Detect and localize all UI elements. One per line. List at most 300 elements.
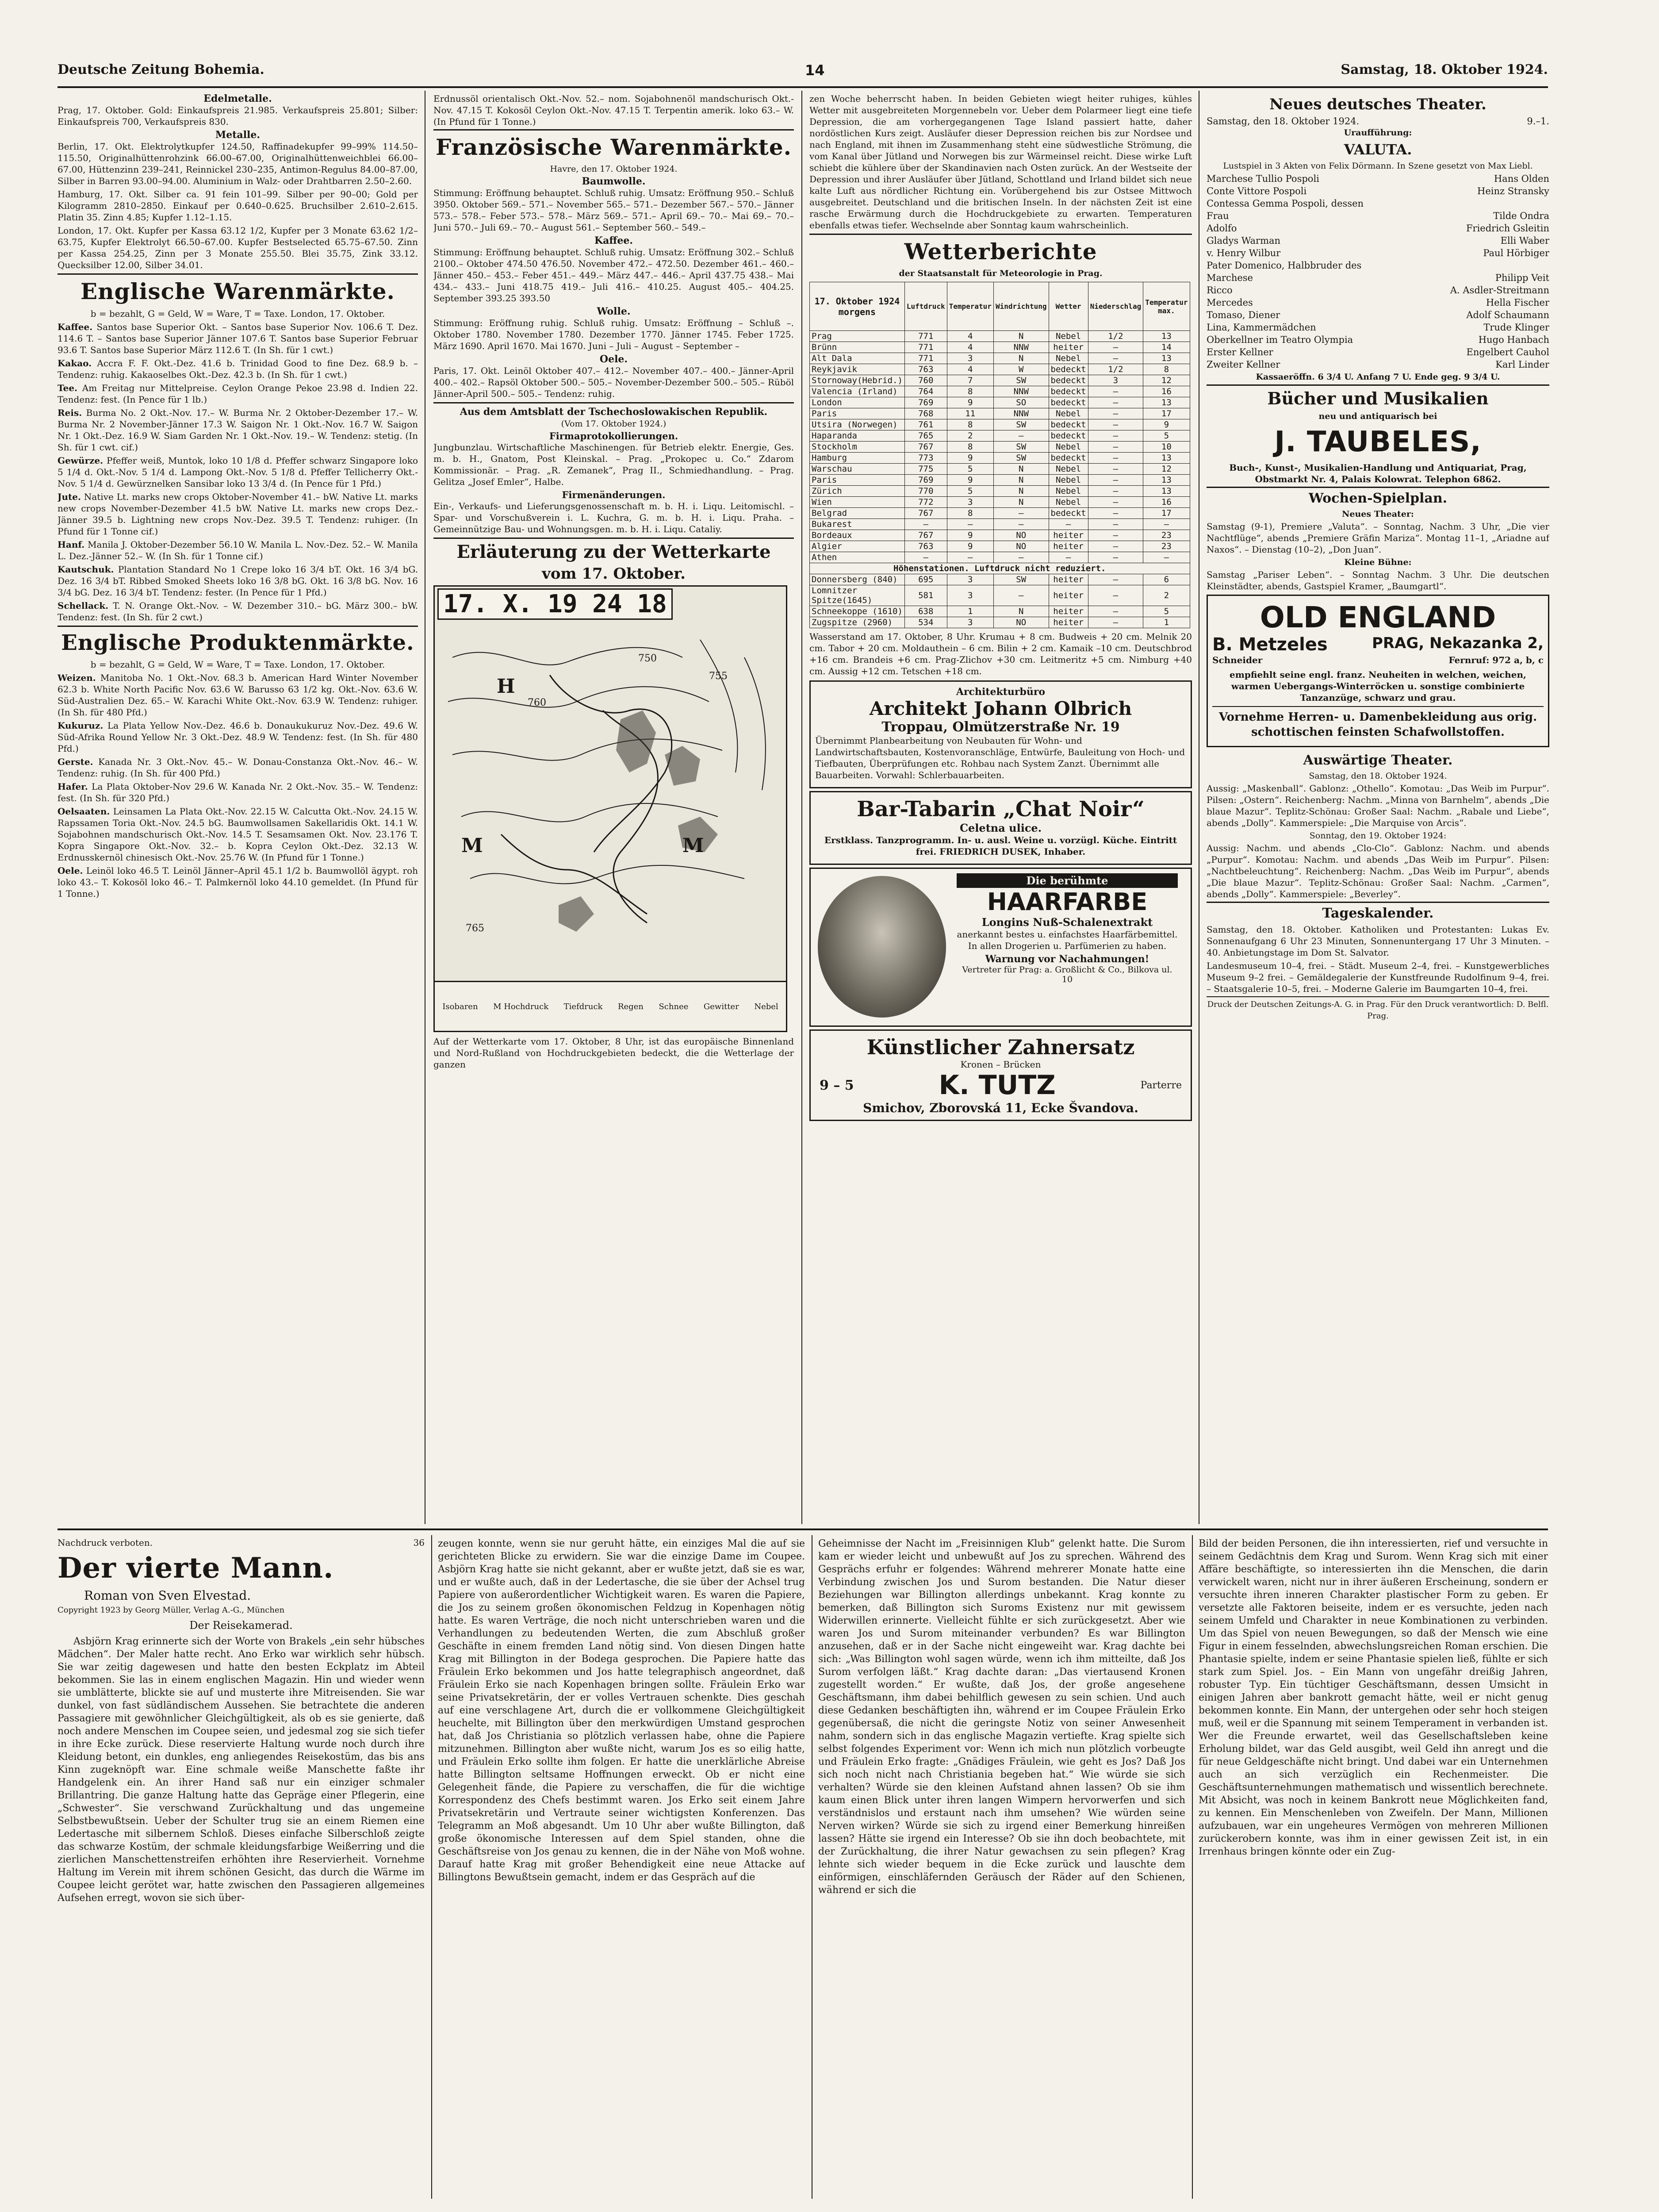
ad-zahnersatz-title: Künstlicher Zahnersatz — [866, 1035, 1135, 1059]
cast-role: Marchese — [1207, 273, 1253, 283]
weather-value: – — [1088, 541, 1143, 552]
cast-actor: Hans Olden — [1494, 173, 1549, 184]
weather-value: 771 — [904, 331, 947, 342]
page-header — [57, 62, 1548, 84]
section-title-englische-warenmaerkte: Englische Warenmärkte. — [80, 278, 395, 304]
weather-table-row — [810, 486, 1190, 497]
weather-table-row — [810, 442, 1190, 453]
play-description: Lustspiel in 3 Akten von Felix Dörmann. In Szene gesetzt von Max Liebl. — [1223, 161, 1533, 171]
market-item — [57, 720, 418, 754]
weather-station: Schneekoppe (1610) — [810, 606, 905, 617]
kleine-buehne-title: Kleine Bühne: — [1344, 557, 1412, 567]
weather-value: 3 — [947, 353, 993, 364]
weather-value: 7 — [947, 375, 993, 386]
weather-value: 1 — [947, 606, 993, 617]
weather-value: 770 — [904, 486, 947, 497]
weather-value: bedeckt — [1049, 375, 1088, 386]
weather-value: – — [1088, 486, 1143, 497]
market-item-head: Hafer. — [57, 781, 88, 792]
weather-station: London — [810, 397, 905, 408]
market-item-head: Hanf. — [57, 539, 85, 550]
legend-tiefdruck: Tiefdruck — [563, 1002, 603, 1011]
section-title-kaffee: Kaffee. — [594, 235, 633, 246]
weather-value: 23 — [1143, 541, 1190, 552]
market-item — [57, 672, 418, 718]
weather-value: – — [1088, 342, 1143, 353]
cast-row — [1207, 272, 1549, 284]
spielplan-text: Samstag (9-1), Premiere „Valuta“. – Sonntag, Nachm. 3 Uhr, „Die vier Nachtflüge“, abends „Premiere Gräfin Mariza“. Montag 11–1, „Ariadne auf Naxos“. – Dienstag (10–2), „Don Juan“. — [1207, 521, 1549, 555]
feuilleton-column-2 — [438, 1537, 805, 2201]
weather-table-col-header: Niederschlag — [1088, 282, 1143, 331]
weather-value: 8 — [947, 508, 993, 519]
section-title-edelmetalle: Edelmetalle. — [203, 93, 272, 104]
weather-value: NO — [993, 617, 1049, 628]
weather-value: 9 — [947, 397, 993, 408]
weather-value: NNW — [993, 386, 1049, 397]
weather-value: 5 — [947, 486, 993, 497]
ad-haarfarbe-sub: Longins Nuß-Schalenextrakt — [981, 916, 1153, 929]
market-item-text: La Plata Oktober-Nov 29.6 W. Kanada Nr. 2 Okt.-Nov. 35.– W. Tendenz: fest. (In Sh. für 320 Pfd.) — [57, 781, 418, 803]
weather-value: SO — [993, 397, 1049, 408]
market-item-text: Accra F. F. Okt.-Dez. 41.6 b. Trinidad Good to fine Dez. 68.9 b. – Tendenz: ruhig. Kakaoselbes Okt.-Dez. 42.3 b. (In Sh. für 1 cwt.) — [57, 358, 418, 380]
auswaertige-text1: Aussig: „Maskenball“. Gablonz: „Othello“. Komotau: „Das Weib im Purpur“. Pilsen: „Ostern“. Reichenberg: Nachm. „Minna von Barnhelm“, abends „Die blaue Mazur“. Teplitz-Schönau: Großer Saal: Nachm. „Rabale und Liebe“, abends „Dolly“. Kammerspiele: „Die Marquise von Arcis“. — [1207, 783, 1549, 828]
weather-value: Nebel — [1049, 442, 1088, 453]
weather-station: Bukarest — [810, 519, 905, 530]
cast-row — [1207, 358, 1549, 371]
ad-zahnersatz-sub: Kronen – Brücken — [960, 1059, 1041, 1070]
weather-value: 6 — [1143, 574, 1190, 585]
weather-value: 1/2 — [1088, 331, 1143, 342]
column-rule — [1192, 1535, 1193, 2199]
market-item-text: Leinöl loko 46.5 T. Leinöl Jänner–April 45.1 1/2 b. Baumwollöl ägypt. roh loko 43.– T. Kokosöl loko 46.– T. Palmkernöl loko 44.10 gemeldet. (In Pfund für 1 Tonne.) — [57, 865, 418, 899]
market-item-text: Manila J. Oktober-Dezember 56.10 W. Manila L. Nov.-Dez. 52.– W. Manila L. Dez.-Jänner 52.– W. (In Sh. für 1 Tonne cif.) — [57, 539, 418, 561]
weather-station: Stornoway(Hebrid.) — [810, 375, 905, 386]
oele-continued-text: Erdnussöl orientalisch Okt.-Nov. 52.– nom. Sojabohnenöl mandschurisch Okt.-Nov. 47.15 T. Kokosöl Ceylon Okt.-Nov. 47.15 T. Terpentin amerik. loko 63.– W. (In Pfund für 1 Tonne.) — [433, 93, 794, 127]
weather-value: bedeckt — [1049, 397, 1088, 408]
weather-table-row — [810, 617, 1190, 628]
market-item-head: Jute. — [57, 492, 81, 502]
market-item-head: Kukuruz. — [57, 720, 103, 731]
weather-value: 8 — [1143, 364, 1190, 375]
weather-value: Nebel — [1049, 331, 1088, 342]
market-item-head: Oele. — [57, 865, 83, 876]
ad-old-england-tel: Fernruf: 972 a, b, c — [1448, 655, 1544, 665]
weather-value: 10 — [1143, 442, 1190, 453]
weather-station: Algier — [810, 541, 905, 552]
market-item-head: Tee. — [57, 383, 77, 393]
cast-row — [1207, 185, 1549, 197]
weather-table-row — [810, 497, 1190, 508]
weather-table-col-header: Windrichtung — [993, 282, 1049, 331]
cast-row — [1207, 284, 1549, 296]
auswaertige-date1: Samstag, den 18. Oktober 1924. — [1309, 771, 1447, 781]
map-isobar-750: 750 — [638, 653, 657, 664]
weather-table-row — [810, 353, 1190, 364]
weather-value: 773 — [904, 453, 947, 464]
column-rule — [431, 1535, 432, 2199]
weather-value: – — [1143, 552, 1190, 563]
weather-value: heiter — [1049, 617, 1088, 628]
weather-value: Nebel — [1049, 497, 1088, 508]
weather-value: – — [1088, 475, 1143, 486]
weather-station: Bordeaux — [810, 530, 905, 541]
tageskalender-text2: Landesmuseum 10–4, frei. – Städt. Museum 2–4, frei. – Kunstgewerbliches Museum 9–2 frei. – Gemäldegalerie der Kunstfreunde Rudolfinum 9–4, frei. – Staatsgalerie 10–5, frei. – Moderne Galerie im Baumgarten 10–4, frei. — [1207, 960, 1549, 994]
weather-table-row — [810, 464, 1190, 475]
feuilleton-title: Der vierte Mann. — [57, 1551, 334, 1585]
map-isobar-755: 755 — [709, 671, 728, 682]
weather-station: Athen — [810, 552, 905, 563]
ad-old-england-name: B. Metzeles — [1212, 634, 1328, 655]
cast-role: Pater Domenico, Halbbruder des — [1207, 260, 1362, 271]
weather-value: – — [1049, 519, 1088, 530]
weather-value: – — [993, 552, 1049, 563]
market-item — [57, 756, 418, 779]
ad-haarfarbe-top: Die berühmte — [957, 873, 1178, 888]
weather-value: 13 — [1143, 475, 1190, 486]
weather-value: N — [993, 497, 1049, 508]
weather-value: NO — [993, 541, 1049, 552]
tageskalender-text: Samstag, den 18. Oktober. Katholiken und Protestanten: Lukas Ev. Sonnenaufgang 6 Uhr 23 Minuten, Sonnenuntergang 17 Uhr 3 Minuten. – 40. Anbietungstage im Dom St. Salvator. — [1207, 924, 1549, 958]
market-item — [57, 382, 418, 405]
weather-table-row — [810, 552, 1190, 563]
market-item-head: Gerste. — [57, 757, 93, 767]
weather-value: SW — [993, 574, 1049, 585]
cast-row — [1207, 259, 1549, 272]
auswaertige-date2: Sonntag, den 19. Oktober 1924: — [1309, 831, 1447, 841]
theater-time: 9.–1. — [1527, 116, 1549, 127]
weather-value: – — [1049, 552, 1088, 563]
firmen2-text: Ein-, Verkaufs- und Lieferungsgenossenschaft m. b. H. i. Liqu. Leitomischl. – Spar- und Vorschußverein i. L. Kuchra, G. m. b. H. i. Liqu. Praha. – Gemeinnützige Bau- und Wohnungsgen. m. b. H. i. Liqu. Cataliy. — [433, 501, 794, 534]
market-column-2 — [433, 93, 794, 1526]
map-legend — [435, 981, 786, 1031]
cast-actor: Paul Hörbiger — [1483, 248, 1549, 258]
weather-value: 772 — [904, 497, 947, 508]
feuilleton-column-1 — [57, 1537, 425, 2201]
cast-row — [1207, 321, 1549, 334]
weather-table-row — [810, 585, 1190, 606]
weather-station: Alt Dala — [810, 353, 905, 364]
weather-value: 13 — [1143, 397, 1190, 408]
weather-station: Brünn — [810, 342, 905, 353]
weather-value: heiter — [1049, 574, 1088, 585]
weather-value: – — [1088, 419, 1143, 430]
weather-value: N — [993, 353, 1049, 364]
weather-value: – — [1088, 606, 1143, 617]
weather-value: 3 — [1088, 375, 1143, 386]
weather-value: 695 — [904, 574, 947, 585]
theater-uraufführung: Uraufführung: — [1344, 128, 1412, 138]
weather-value: 768 — [904, 408, 947, 419]
cast-role: Lina, Kammermädchen — [1207, 322, 1316, 333]
weather-value: 9 — [947, 453, 993, 464]
ad-old-england — [1207, 595, 1549, 747]
feuilleton-paragraph: Asbjörn Krag erinnerte sich der Worte von Brakels „ein sehr hübsches Mädchen“. Der Maler hatte recht. Ano Erko war wirklich sehr hübsch. Sie war zeitig dagewesen und hatte den besten Eckplatz im Abteil bekommen. Sie las in einem englischen Magazin. Hin und wieder wenn sie umblätterte, blickte sie auf und musterte ihre Mitreisenden. Sie war dunkel, von fast südländischem Aussehen. Sie betrachtete die anderen Passagiere mit gewöhnlicher Gleichgültigkeit, als ob es sie genierte, daß noch andere Menschen im Coupee seien, und jedesmal zog sie sich tiefer in ihre Ecke zurück. Diese reservierte Haltung wurde noch durch ihre Kleidung betont, ein dunkles, eng anliegendes Reisekostüm, das bis ans Kinn zugeknöpft war. Eine schmale weiße Manschette faßte ihr Handgelenk ein. An ihrer Hand saß nur ein einziger schmaler Brillantring. Die ganze Haltung hatte das Gepräge einer Pflegerin, eine „Schwester“. Sie verschwand Zurückhaltung und das ungemeine Selbstbewußtsein. Ueber der Schulter trug sie an einem Riemen eine Ledertasche mit silbernem Schloß. Dieses einfache Silberschloß zeigte das schwarze Kostüm, der schmale kleidungsfarbige Weißerring und die zierlichen Manschettenstreifen erhöhten ihre Reservierheit. Vornehme Haltung im Verein mit ihrem schönen Gesicht, das durch die Wärme im Coupee leicht gerötet war, hatte zwischen den Passagieren allgemeines Aufsehen erregt, wovon sie sich über- — [57, 1636, 425, 1904]
warenmaerkte-legend: b = bezahlt, G = Geld, W = Ware, T = Taxe. London, 17. Oktober. — [90, 308, 385, 319]
weather-value: – — [993, 519, 1049, 530]
cast-row — [1207, 309, 1549, 321]
cast-actor: Hugo Hanbach — [1478, 334, 1549, 345]
druck-imprint: Druck der Deutschen Zeitungs-A. G. in Prag. Für den Druck verantwortlich: D. Belfl. Prag. — [1207, 1000, 1549, 1021]
weather-value: – — [1088, 519, 1143, 530]
market-item — [57, 781, 418, 804]
amtsblatt-date: (Vom 17. Oktober 1924.) — [561, 419, 667, 429]
legend-regen: Regen — [617, 1002, 644, 1011]
market-item — [57, 539, 418, 562]
theater-footer: Kassaeröffn. 6 3/4 U. Anfang 7 U. Ende geg. 9 3/4 U. — [1256, 372, 1500, 382]
weather-value: bedeckt — [1049, 453, 1088, 464]
edelmetalle-text: Prag, 17. Oktober. Gold: Einkaufspreis 21.985. Verkaufspreis 25.801; Silber: Einkaufspreis 700, Verkaufspreis 830. — [57, 105, 418, 127]
wetterkarte-caption: Auf der Wetterkarte vom 17. Oktober, 8 Uhr, ist das europäische Binnenland und Nord-Rußland von Hochdruckgebieten bedeckt, die die Wetterlage der ganzen — [433, 1036, 794, 1070]
weather-value: bedeckt — [1049, 364, 1088, 375]
weather-value: – — [1088, 617, 1143, 628]
weather-table-date: 17. Oktober 1924 — [814, 296, 900, 307]
weather-value: – — [1088, 442, 1143, 453]
weather-value: – — [993, 430, 1049, 442]
weather-value: 8 — [947, 386, 993, 397]
weather-value: 769 — [904, 475, 947, 486]
map-label-high: H — [497, 675, 515, 698]
cast-actor: Tilde Ondra — [1493, 211, 1549, 221]
weather-value: – — [1088, 397, 1143, 408]
weather-value: 3 — [947, 497, 993, 508]
header-newspaper-name: Deutsche Zeitung Bohemia. — [57, 62, 264, 77]
cast-actor: Engelbert Cauhol — [1466, 347, 1549, 357]
weather-value: 5 — [1143, 606, 1190, 617]
warenmaerkte-list — [57, 321, 418, 623]
market-item — [57, 407, 418, 453]
ad-zahnersatz — [809, 1029, 1192, 1121]
weather-value: 3 — [947, 585, 993, 606]
weather-table-morgens: morgens — [838, 306, 876, 317]
weather-value: 764 — [904, 386, 947, 397]
weather-value: 760 — [904, 375, 947, 386]
spielplan-title: Wochen-Spielplan. — [1308, 491, 1448, 506]
weather-value: 13 — [1143, 353, 1190, 364]
wetterberichte-title: Wetterberichte — [904, 238, 1097, 265]
weather-table-row — [810, 606, 1190, 617]
market-item — [57, 600, 418, 623]
section-title-metalle: Metalle. — [215, 129, 261, 141]
weather-value: SW — [993, 375, 1049, 386]
weather-station: Hamburg — [810, 453, 905, 464]
weather-station: Belgrad — [810, 508, 905, 519]
weather-value: Nebel — [1049, 353, 1088, 364]
cast-actor: Hella Fischer — [1486, 297, 1549, 308]
weather-value: 4 — [947, 331, 993, 342]
taubeles-text: Buch-, Kunst-, Musikalien-Handlung und Antiquariat, Prag, Obstmarkt Nr. 4, Palais Kolowrat. Telephon 6862. — [1229, 462, 1527, 484]
metalle-london-text: London, 17. Okt. Kupfer per Kassa 63.12 1/2, Kupfer per 3 Monate 63.62 1/2–63.75, Kupfer Elektrolyt 66.50–67.00. Kupfer Bestselected 65.75–67.50. Zinn per Kassa 254.25, Zinn per 3 Monate 255.50. Blei 35.75, Zink 33.12. Quecksilber 12.00, Silber 34.01. — [57, 225, 418, 270]
weather-table-date-header — [810, 282, 905, 331]
metalle-hamburg-text: Hamburg, 17. Okt. Silber ca. 91 fein 101–99. Silber per 90–00; Gold per Kilogramm 2810–2850. Einkauf per 0.640–0.625. Bruchsilber 2.610–2.615. Platin 35. Zinn 4.85; Kupfer 1.12–1.15. — [57, 189, 418, 223]
weather-map-drawing — [435, 587, 786, 980]
weather-value: 3 — [947, 574, 993, 585]
wolle-text: Stimmung: Eröffnung ruhig. Schluß ruhig. Umsatz: Eröffnung – Schluß –. Oktober 1780. November 1780. Dezember 1770. Jänner 1745. Feber 1725. März 1690. April 1670. Mai 1670. Juni – Juli – August – September – — [433, 318, 794, 351]
cast-row — [1207, 346, 1549, 358]
weather-value: 2 — [1143, 585, 1190, 606]
weather-value: – — [1088, 530, 1143, 541]
weather-value: 761 — [904, 419, 947, 430]
cast-role: Gladys Warman — [1207, 235, 1281, 246]
header-date: Samstag, 18. Oktober 1924. — [1341, 62, 1548, 77]
market-item-head: Kautschuk. — [57, 564, 114, 575]
ad-haarfarbe-text: anerkannt bestes u. einfachstes Haarfärbemittel. In allen Drogerien u. Parfümerien zu haben. — [957, 929, 1178, 951]
produktenmaerkte-list — [57, 672, 418, 899]
weather-value: – — [1088, 552, 1143, 563]
cast-row — [1207, 210, 1549, 222]
weather-value: heiter — [1049, 585, 1088, 606]
weather-value: 16 — [1143, 497, 1190, 508]
cast-row — [1207, 197, 1549, 210]
market-item — [57, 865, 418, 899]
weather-value: Nebel — [1049, 464, 1088, 475]
weather-value: – — [1143, 519, 1190, 530]
weather-station: Haparanda — [810, 430, 905, 442]
weather-value: SW — [993, 453, 1049, 464]
weather-value: – — [904, 519, 947, 530]
weather-value: 13 — [1143, 486, 1190, 497]
ad-haarfarbe-vertreter: Vertreter für Prag: a. Großlicht & Co., Bilkova ul. 10 — [962, 965, 1172, 984]
theater-column-4 — [1207, 93, 1549, 1526]
weather-value: 769 — [904, 397, 947, 408]
weather-value: 767 — [904, 530, 947, 541]
cast-row — [1207, 334, 1549, 346]
weather-table-col-header: Temperatur — [947, 282, 993, 331]
weather-value: 763 — [904, 541, 947, 552]
feuilleton-paragraph: Geheimnisse der Nacht im „Freisinnigen Klub“ gelenkt hatte. Die Surom kam er wieder leicht und unbewußt auf Jos zu sprechen. Während des Gesprächs erfuhr er folgendes: Während mehrerer Monate hatte eine Verbindung zwischen Jos und Surom bestanden. Die Natur dieser Beziehungen war Billington allerdings unbekannt. Krag konnte zu bemerken, daß Billington sich Suroms Existenz nur mit gewissem Widerwillen erinnerte. Vielleicht fühlte er sich zurückgesetzt. Aber wie waren Jos und Surom miteinander verbunden? Es war Billington anzusehen, daß er in der Sache nicht eingeweiht war. Krag dachte bei sich: „Was Billington wohl sagen würde, wenn ich ihm mitteilte, daß Jos Surom verfolgen läßt.“ Krag dachte daran: „Das viertausend Kronen zugestellt worden.“ Er wußte, daß Jos, der große angesehene Geschäftsmann, ihm dabei behilflich gewesen zu sein schien. Und auch diese Gedanken beschäftigten ihn, während er im Coupee Fräulein Erko gegenübersaß, die nicht die geringste Notiz von seiner Anwesenheit nahm, sondern sich in das englische Magazin vertiefte. Krag spielte sich selbst folgendes Experiment vor: Wenn ich mich nun plötzlich vorbeugte und Fräulein Erko fragte: „Gnädiges Fräulein, wie geht es Jos? Daß Jos sich noch nicht nach Christiania begeben hat.“ Wie würde sie sich verhalten? Würde sie den kleinen Aufstand ahnen lassen? Ob sie ihm kaum einen Blick unter ihren langen Wimpern hervorwerfen und sich verständnislos und erstaunt nach ihm umsehen? Wie würden seine Nerven wirken? Würde sie sich zu irgend einer Bemerkung hinreißen lassen? Hätte sie irgend ein Interesse? Ob sie ihn doch beobachtete, mit der Zurückhaltung, die ihrer Natur gewachsen zu sein pflegen? Krag lehnte sich wieder bequem in die Ecke zurück und lauschte dem einförmigen, einschläfernden Geräusch der Räder auf den Schienen, während er sich die — [818, 1538, 1185, 1896]
cast-role: Conte Vittore Pospoli — [1207, 186, 1307, 196]
weather-table-row — [810, 342, 1190, 353]
market-item-text: Leinsamen La Plata Okt.-Nov. 22.15 W. Calcutta Okt.-Nov. 24.15 W. Rapssamen Toria Okt.-Nov. 24.5 bG. Baumwollsamen Sakellaridis Okt. 14.1 W. Sojabohnen mandschurisch Okt.-Nov. 14.5 T. Sesamsamen Okt. Nov. 23.176 T. Kopra Singapore Okt.-Nov. 32.– b. Kopra Ceylon Okt.-Dez. 32.13 W. Erdnusskernöl chinesisch Okt.-Nov. 25.76 W. (In Pfund für 1 Tonne.) — [57, 806, 418, 863]
weather-value: SW — [993, 419, 1049, 430]
weather-value: N — [993, 606, 1049, 617]
ad-old-england-address: PRAG, Nekazanka 2, — [1372, 634, 1544, 652]
weather-value: – — [947, 552, 993, 563]
ad-zahnersatz-address: Smichov, Zborovská 11, Ecke Švandova. — [863, 1101, 1138, 1115]
cast-actor: Friedrich Gsleitin — [1466, 223, 1549, 234]
weather-station: Warschau — [810, 464, 905, 475]
map-date: 17. X. 19 24 18 — [437, 588, 673, 620]
cast-role: Erster Kellner — [1207, 347, 1273, 357]
cast-actor: Philipp Veit — [1495, 273, 1549, 283]
ad-haarfarbe-title: HAARFARBE — [987, 888, 1148, 916]
weather-value: 2 — [947, 430, 993, 442]
weather-value: heiter — [1049, 530, 1088, 541]
weather-station: Zugspitze (2960) — [810, 617, 905, 628]
market-item — [57, 455, 418, 489]
weather-value: – — [947, 519, 993, 530]
market-item-text: Pfeffer weiß, Muntok, loko 10 1/8 d. Pfeffer schwarz Singapore loko 5 1/4 d. Okt.-Nov. 5 1/4 d. Lampong Okt.-Nov. 5 1/8 d. Pfeffer Tellicherry Okt.-Nov. 5 1/4 d. Gewürznelken Sansibar loko 13 3/4 d. (In Pence für 1 Pfd.) — [57, 455, 418, 489]
weather-value: 1/2 — [1088, 364, 1143, 375]
weather-station: Utsira (Norwegen) — [810, 419, 905, 430]
weather-table-col-header: Wetter — [1049, 282, 1088, 331]
tageskalender-title: Tageskalender. — [1322, 906, 1434, 921]
cast-role: Contessa Gemma Pospoli, dessen — [1207, 198, 1364, 209]
weather-value: SW — [993, 442, 1049, 453]
cast-role: Frau — [1207, 211, 1229, 221]
weather-table-row — [810, 397, 1190, 408]
market-item-head: Oelsaaten. — [57, 806, 110, 817]
ad-zahnersatz-hours: 9 – 5 — [820, 1077, 854, 1093]
weather-value: 5 — [1143, 430, 1190, 442]
weather-station: Stockholm — [810, 442, 905, 453]
weather-table-row — [810, 386, 1190, 397]
ad-old-england-title: OLD ENGLAND — [1260, 600, 1496, 634]
feuilleton-subtitle: Roman von Sven Elvestad. — [84, 1588, 251, 1603]
weather-value: 534 — [904, 617, 947, 628]
weather-value: 23 — [1143, 530, 1190, 541]
cast-actor: Heinz Stransky — [1477, 186, 1549, 196]
theater-date: Samstag, den 18. Oktober 1924. — [1207, 116, 1360, 127]
section-title-englische-produktenmaerkte: Englische Produktenmärkte. — [61, 630, 414, 655]
ad-zahnersatz-name: K. TUTZ — [939, 1070, 1056, 1101]
ad-zahnersatz-floor: Parterre — [1140, 1079, 1182, 1091]
market-item-text: T. N. Orange Okt.-Nov. – W. Dezember 310.– bG. März 300.– bW. Tendenz: fest. (In Sh. für 2 cwt.) — [57, 600, 418, 622]
weather-value: N — [993, 331, 1049, 342]
cast-row — [1207, 247, 1549, 259]
weather-value: 12 — [1143, 464, 1190, 475]
weather-value: – — [1088, 508, 1143, 519]
wetterlage-text: zen Woche beherrscht haben. In beiden Gebieten wiegt heiter ruhiges, kühles Wetter mit ausgebreiteten Morgennebeln vor. Ueber dem Polarmeer liegt eine tiefe Depression, die am vorhergegangenen Tage Island passiert hatte, daher nordöstlichen Kurs zeigt. Ausläufer dieser Depression reichen bis zur Nordsee und nach England, mit ihnen im Zusammenhang steht eine südwestliche Strömung, die vom Kanal über Jütland und Norwegen bis zur Wärmeinsel reicht. Diese wirke Luft schiebt die kühlere über der Skandinavien nach Osten zurück. An der Westseite der Depression und ihrer Ausläufer über Jütland, Schottland und Irland bildet sich neue kalte Luft aus nördlicher Richtung ein. Vorübergehend bis zur Ostsee Mittwoch ausgebreitet. Deutschland und die britischen Inseln. In der nächsten Zeit ist eine rasche Erwärmung durch die Hochdruckgebiete zu erwarten. Temperaturen ebenfalls etwas tiefer. Wechselnde aber Sonntag kaum wahrscheinlich. — [809, 93, 1192, 230]
section-title-wolle: Wolle. — [597, 306, 631, 317]
weather-value: bedeckt — [1049, 419, 1088, 430]
market-item-text: Santos base Superior Okt. – Santos base Superior Nov. 106.6 T. Dez. 114.6 T. – Santos base Superior Jänner 107.6 T. Santos base Superior Februar 93.6 T. Santos base Superior März 112.6 T. (In Sh. für 1 cwt.) — [57, 322, 418, 355]
feuilleton-copyright: Copyright 1923 by Georg Müller, Verlag A.-G., München — [57, 1605, 285, 1615]
weather-station: Valencia (Irland) — [810, 386, 905, 397]
market-item-text: La Plata Yellow Nov.-Dez. 46.6 b. Donaukukuruz Nov.-Dez. 49.6 W. Süd-Afrika Round Yellow Nr. 3 Okt.-Dez. 48.9 W. Tendenz: fest. (In Sh. für 480 Pfd.) — [57, 720, 418, 754]
weather-station: Paris — [810, 475, 905, 486]
market-item-text: Kanada Nr. 3 Okt.-Nov. 45.– W. Donau-Constanza Okt.-Nov. 46.– W. Tendenz: ruhig. (In Sh. für 400 Pfd.) — [57, 757, 418, 779]
legend-gewitter: Gewitter — [703, 1002, 739, 1011]
cast-actor: Elli Waber — [1500, 235, 1549, 246]
feuilleton-paragraph: zeugen konnte, wenn sie nur geruht hätte, ein einziges Mal die auf sie gerichteten Blicke zu erwidern. Sie war die einzige Dame im Coupee. Asbjörn Krag hatte sie nicht gekannt, aber er wußte jetzt, daß sie es war, und er wußte auch, daß in der Ledertasche, die sie über der Achsel trug Papiere von außerordentlicher Wichtigkeit waren. Es waren die Papiere, die Jos zu seinem großen ökonomischen Feldzug in Kopenhagen nötig hatte. Es waren Verträge, die noch nicht unterschrieben waren und die Verhandlungen zu bedeutenden Werten, die zum Abschluß großer Geschäfte in einem fremden Land nötig sind. Von diesen Dingen hatte Krag mit Billington in der Bodega gesprochen. Die Papiere hatte das Fräulein Erko bekommen und Jos hatte telegraphisch angeordnet, daß Fräulein Erko sie nach Kopenhagen bringen sollte. Fräulein Erko war seine Privatsekretärin, der er volles Vertrauen schenkte. Dies geschah auf eine verschlagene Art, durch die er vollkommene Gleichgültigkeit heuchelte, mit Billington über den merkwürdigen Umstand gesprochen hat, daß Jos Christiania so plötzlich verlassen habe, ohne die Papiere mitzunehmen. Billington aber wußte nicht, warum Jos es so eilig hatte, und Fräulein Erko sollte ihm folgen. Er hatte die unerklärliche Abreise hatte Billington seltsame Hoffnungen erweckt. Ob er nicht eine Gelegenheit fände, die Papiere zu verschaffen, die für die wichtige Korrespondenz des Chefs bestimmt waren. Jos Erko seit einem Jahre Privatsekretärin und Vertraute seiner wichtigsten Konferenzen. Das Telegramm an Moß abgesandt. Um 10 Uhr aber wußte Billington, daß große ökonomische Interessen auf dem Spiel standen, ohne die Geschäftsreise von Jos genau zu kennen, die in der Nähe von Moß wohne. Darauf hatte Krag mit großer Behendigkeit eine neue Attacke auf Billingtons Bewußtsein gemacht, indem er das Gespräch auf die — [438, 1538, 805, 1883]
weather-value: 9 — [1143, 419, 1190, 430]
weather-value: 11 — [947, 408, 993, 419]
weather-station: Reykjavik — [810, 364, 905, 375]
wetterberichte-subtitle: der Staatsanstalt für Meteorologie in Prag. — [899, 269, 1103, 278]
weather-value: 9 — [947, 530, 993, 541]
weather-value: 4 — [947, 342, 993, 353]
weather-table-col-header: Luftdruck — [904, 282, 947, 331]
map-isobar-760: 760 — [528, 697, 546, 708]
market-item-text: Burma No. 2 Okt.-Nov. 17.– W. Burma Nr. 2 Oktober-Dezember 17.– W. Burma Nr. 2 November-Jänner 17.3 W. Saigon Nr. 1 Okt.-Nov. 16.7 W. Saigon Nr. 1 Okt.-Dez. 16.9 W. Siam Garden Nr. 1 Okt.-Nov. 19.– W. Tendenz: stetig. (In Sh. für 1 cwt. cif.) — [57, 407, 418, 453]
weather-value: NNW — [993, 408, 1049, 419]
weather-value: 1 — [1143, 617, 1190, 628]
market-item-head: Reis. — [57, 407, 82, 418]
cast-role: Tomaso, Diener — [1207, 310, 1280, 320]
cast-role: Oberkellner im Teatro Olympia — [1207, 334, 1353, 345]
weather-value: 638 — [904, 606, 947, 617]
weather-value: 763 — [904, 364, 947, 375]
weather-value: 8 — [947, 442, 993, 453]
weather-value: – — [1088, 353, 1143, 364]
legend-hochdruck: M Hochdruck — [493, 1002, 549, 1011]
cast-role: Ricco — [1207, 285, 1233, 296]
weather-value: NNW — [993, 342, 1049, 353]
firmen-title: Firmaprotokollierungen. — [549, 430, 678, 442]
market-item-head: Schellack. — [57, 600, 109, 611]
oele-text: Paris, 17. Okt. Leinöl Oktober 407.– 412.– November 407.– 400.– Jänner-April 400.– 402.– Rapsöl Oktober 500.– 505.– November-Dezember 500.– 505.– Rüböl Jänner-April 500.– 505.– Tendenz: ruhig. — [433, 365, 794, 399]
weather-table — [809, 282, 1190, 628]
weather-value: 8 — [947, 419, 993, 430]
weather-value: heiter — [1049, 342, 1088, 353]
cast-row — [1207, 173, 1549, 185]
market-item — [57, 321, 418, 356]
weather-value: – — [1088, 430, 1143, 442]
market-column-1 — [57, 93, 418, 1526]
weather-station: Prag — [810, 331, 905, 342]
market-item-head: Gewürze. — [57, 455, 103, 466]
weather-value: bedeckt — [1049, 508, 1088, 519]
